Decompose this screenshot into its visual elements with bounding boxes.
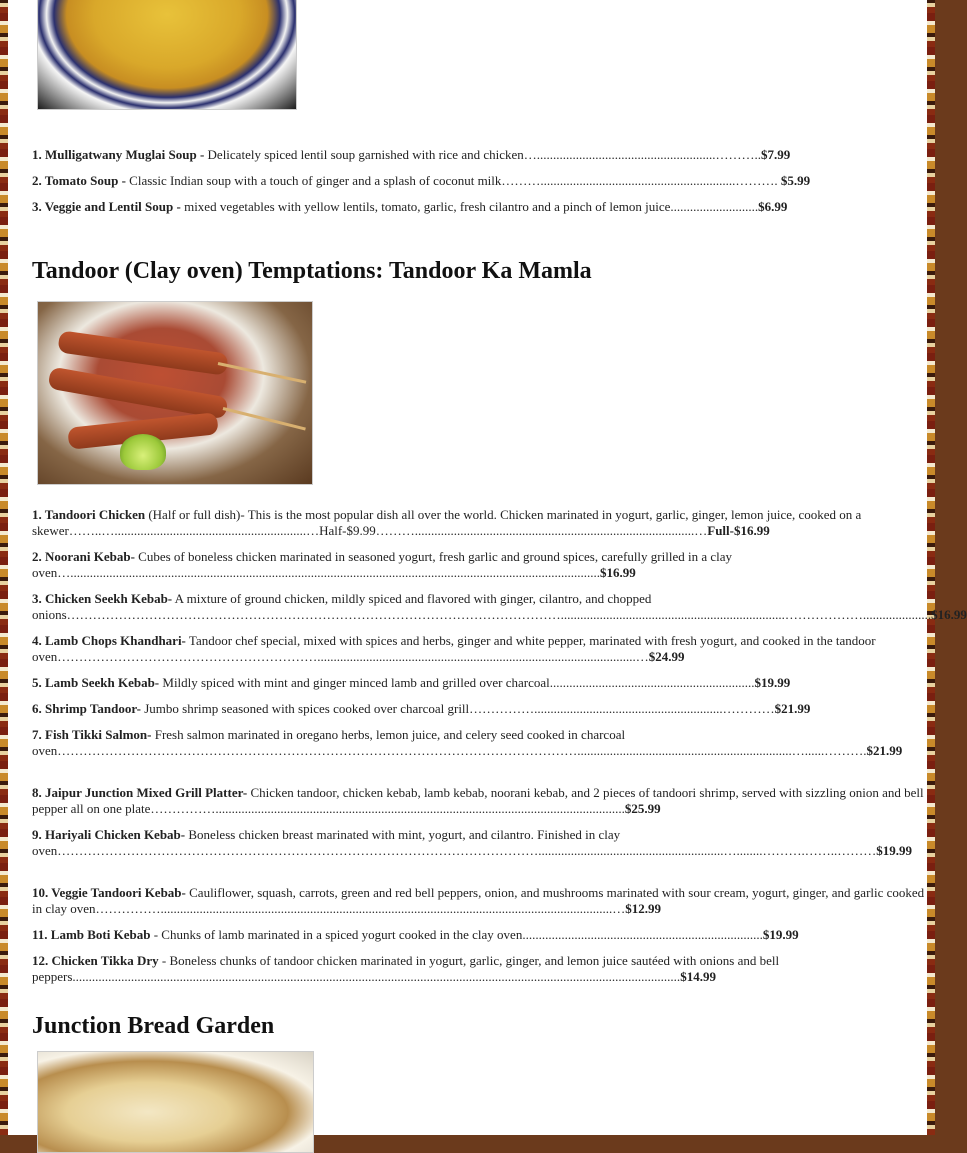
soup-item [32,199,932,215]
item-description: Tandoor chef special, mixed with spices and herbs, ginger and white pepper, marinated with fresh yogurt, and cooked in the tandoor oven……………………………………………………..................................................................................................… [32,633,876,664]
item-description: - Boneless chunks of tandoor chicken marinated in yogurt, garlic, ginger, and lemon juice sautéed with onions and bell peppers........................................................................................................................................................................................... [32,953,780,984]
tandoor-item [32,885,932,917]
item-name: 3. Chicken Seekh Kebab- [32,591,173,606]
item-description: A mixture of ground chicken, mildly spiced and flavored with ginger, cilantro, and chopped onions…………………………………………………………………………………………………….....................................................................………………..................... [32,591,932,622]
item-description: Delicately spiced lentil soup garnished with rice and chicken….......................................................……….. [204,147,762,162]
item-description: Boneless chicken breast marinated with mint, yogurt, and cilantro. Finished in clay oven………………………………………………………………………………………………….........................................................…........……….……..……… [32,827,877,858]
item-price: Full-$16.99 [707,523,770,538]
item-description: Classic Indian soup with a touch of ginger and a splash of coconut milk………............................................................………. [125,173,781,188]
skewer-stick [218,362,307,384]
skewer-stick [223,407,306,430]
item-description: Cubes of boneless chicken marinated in seasoned yogurt, fresh garlic and ground spices, carefully grilled in a clay oven…................................................................................................................................................................... [32,549,733,580]
item-price: $7.99 [761,147,791,162]
item-description: Mildly spiced with mint and ginger minced lamb and grilled over charcoal............................................................... [159,675,755,690]
menu-page [8,0,967,1135]
item-name: 8. Jaipur Junction Mixed Grill Platter- [32,785,248,800]
item-name: 4. Lamb Chops Khandhari- [32,633,186,648]
item-price: $14.99 [680,969,716,984]
item-description: Jumbo shrimp seasoned with spices cooked over charcoal grill……………..........................................................………… [140,701,775,716]
item-price: $21.99 [774,701,811,716]
tandoor-item [32,633,932,665]
item-price: $16.99 [600,565,636,580]
item-price: $25.99 [624,801,661,816]
decorative-border-left [0,0,8,1135]
item-price: $21.99 [866,743,903,758]
item-price: $19.99 [762,927,799,942]
kebab-skewer-shape [47,367,228,420]
tandoor-kebab-photo [37,301,313,485]
tandoor-item [32,701,932,717]
item-price: $16.99 [931,607,967,622]
item-name: 1. Tandoori Chicken [32,507,146,522]
item-name: 11. Lamb Boti Kebab [32,927,151,942]
tandoor-item [32,785,932,817]
tandoor-item [32,507,932,539]
item-price: $19.99 [876,843,913,858]
item-name: 3. Veggie and Lentil Soup - [32,199,181,214]
item-name: 2. Noorani Kebab- [32,549,135,564]
item-price: $19.99 [754,675,791,690]
item-name: 5. Lamb Seekh Kebab- [32,675,160,690]
tandoor-item [32,549,932,581]
item-description: mixed vegetables with yellow lentils, tomato, garlic, fresh cilantro and a pinch of lemon juice........................... [180,199,759,214]
section-title-bread: Junction Bread Garden [32,1013,275,1039]
item-description: Chicken tandoor, chicken kebab, lamb kebab, noorani kebab, and 2 pieces of tandoori shrimp, served with sizzling onion and bell pepper all on one plate…………….............................................................................................................................. [32,785,924,816]
tandoor-item [32,927,932,943]
item-name: 7. Fish Tikki Salmon- [32,727,152,742]
item-description: Cauliflower, squash, carrots, green and red bell peppers, onion, and mushrooms marinated with sour cream, yogurt, ginger, and garlic cooked in clay oven……………...........................................................................................................................................… [32,885,925,916]
kebab-skewer-shape [57,330,228,375]
lime-wedge [120,434,166,470]
tandoor-item [32,827,932,859]
item-name: 2. Tomato Soup - [32,173,126,188]
item-name: 6. Shrimp Tandoor- [32,701,141,716]
item-price: $24.99 [648,649,685,664]
item-price: $6.99 [758,199,788,214]
item-name: 9. Hariyali Chicken Kebab- [32,827,186,842]
item-description: Fresh salmon marinated in oregano herbs, lemon juice, and celery seed cooked in charcoal oven…………………………………………………………………………………………………………..................................................................…......………. [32,727,867,758]
soup-item [32,173,932,189]
soup-photo [37,0,297,110]
tandoor-item [32,675,932,691]
item-price: $5.99 [780,173,811,188]
item-name: 12. Chicken Tikka Dry [32,953,159,968]
section-title-tandoor: Tandoor (Clay oven) Temptations: Tandoor Ka Mamla [32,258,592,284]
item-name: 10. Veggie Tandoori Kebab- [32,885,186,900]
item-description: - Chunks of lamb marinated in a spiced yogurt cooked in the clay oven.......................................................................... [150,927,763,942]
tandoor-item [32,953,932,985]
item-name: 1. Mulligatwany Muglai Soup - [32,147,205,162]
item-description: (Half or full dish)- This is the most popular dish all over the world. Chicken marinated in yogurt, garlic, ginger, lemon juice, cooked on a skewer……..…...........................................................…Half-$9.99………......................................................................................… [32,507,862,538]
bread-photo [37,1051,314,1153]
item-price: $12.99 [625,901,662,916]
tandoor-item [32,727,932,759]
soup-item [32,147,932,163]
tandoor-item [32,591,967,623]
